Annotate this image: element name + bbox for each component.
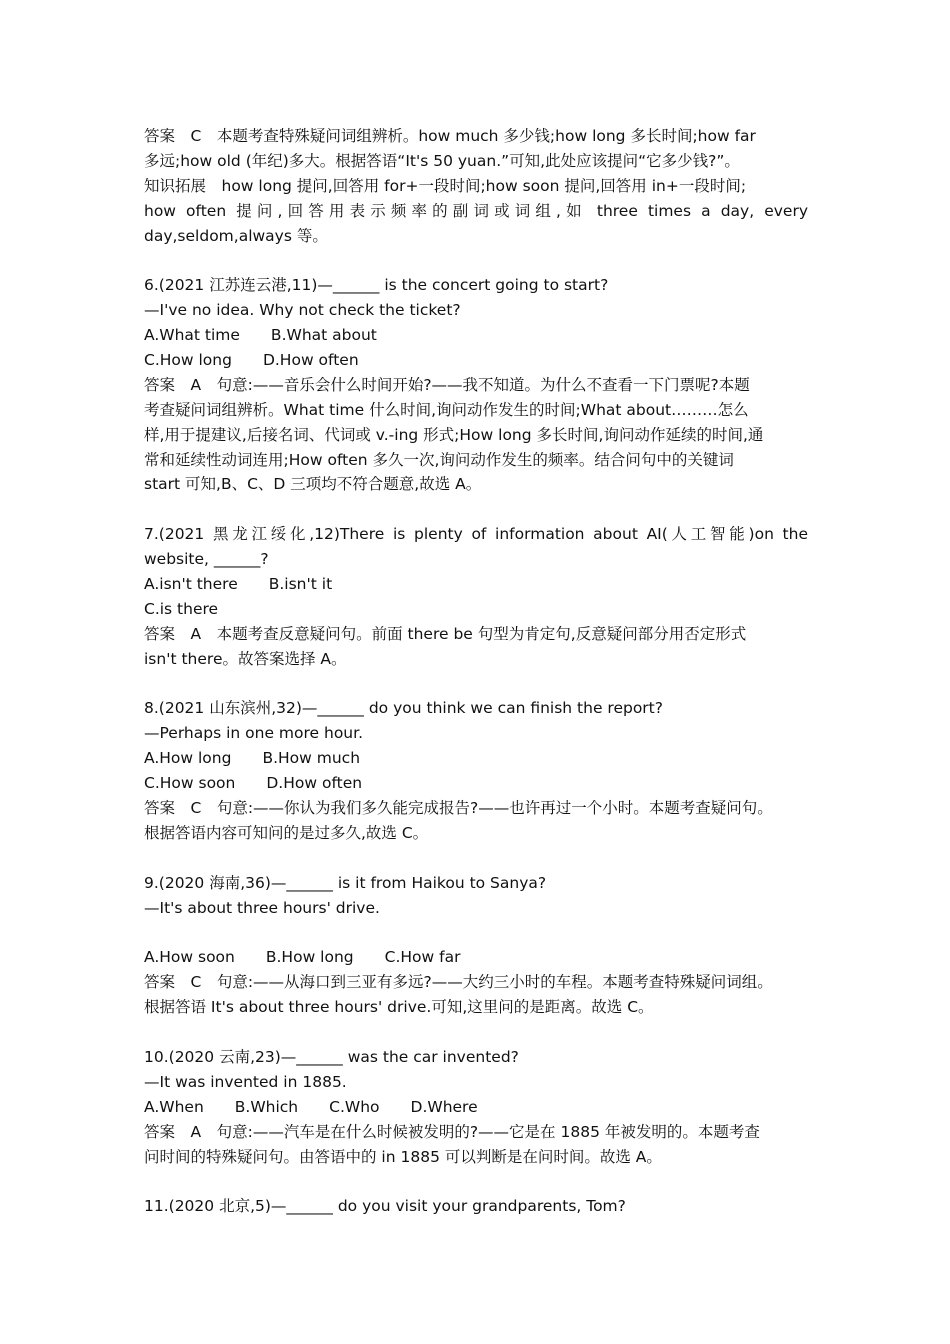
question-text: 9.(2020 海南,36)—______ is it from Haikou to Sanya? [144,873,547,892]
question-text: website, ______? [144,550,269,569]
dialogue-line: —It was invented in 1885. [144,1072,347,1091]
answer-line: start 可知,B、C、D 三项均不符合题意,故选 A。 [144,475,482,494]
answer-line: 常和延续性动词连用;How often 多久一次,询问动作发生的频率。结合问句中的关键词 [144,450,734,469]
dialogue-line: —I've no idea. Why not check the ticket? [144,301,461,320]
answer-line: 答案 C 句意:——从海口到三亚有多远?——大约三小时的车程。本题考查特殊疑问词组。 [144,973,773,992]
question-9 [144,871,808,1020]
text-line: 答案 C 本题考查特殊疑问词组辨析。how much 多少钱;how long 多长时间;how far [144,127,756,145]
question-text: 8.(2021 山东滨州,32)—______ do you think we can finish the report? [144,699,663,718]
question-text: 11.(2020 北京,5)—______ do you visit your grandparents, Tom? [144,1197,626,1216]
question-text: 10.(2020 云南,23)—______ was the car invented? [144,1047,519,1066]
option-line: C.How long D.How often [144,351,359,370]
dialogue-line: —Perhaps in one more hour. [144,724,364,743]
answer-line: 考查疑问词组辨析。What time 什么时间,询问动作发生的时间;What about………怎么 [144,400,749,419]
question-8 [144,696,808,845]
answer-line: 问时间的特殊疑问句。由答语中的 in 1885 可以判断是在问时间。故选 A。 [144,1147,662,1166]
question-text: 7.(2021 黑龙江绥化,12)There is plenty of information about AI(人工智能)on the [144,525,808,544]
option-line: A.How long B.How much [144,749,361,768]
text-line: day,seldom,always 等。 [144,226,328,245]
option-line: C.is there [144,599,219,618]
option-line: A.How soon B.How long C.How far [144,948,461,967]
text-line: 多远;how old (年纪)多大。根据答语“It's 50 yuan.”可知,此处应该提问“它多少钱?”。 [144,151,740,170]
answer-line: 根据答语内容可知问的是过多久,故选 C。 [144,823,429,842]
option-line: A.When B.Which C.Who D.Where [144,1097,478,1116]
blank-line [144,921,808,946]
answer-line: 答案 A 句意:——汽车是在什么时候被发明的?——它是在 1885 年被发明的。本题考查 [144,1122,760,1141]
answer-line: isn't there。故答案选择 A。 [144,649,347,668]
option-line: C.How soon D.How often [144,774,363,793]
document-page [144,124,808,1219]
text-line: how often 提问,回答用表示频率的副词或词组,如 three times a day, every [144,201,808,220]
question-6 [144,273,808,497]
question-text: 6.(2021 江苏连云港,11)—______ is the concert going to start? [144,276,609,295]
text-line: 知识拓展 how long 提问,回答用 for+一段时间;how soon 提问,回答用 in+一段时间; [144,176,747,195]
answer-line: 答案 A 句意:——音乐会什么时间开始?——我不知道。为什么不查看一下门票呢?本题 [144,375,750,394]
dialogue-line: —It's about three hours' drive. [144,898,380,917]
option-line: A.What time B.What about [144,326,377,345]
answer-line: 答案 C 句意:——你认为我们多久能完成报告?——也许再过一个小时。本题考查疑问句。 [144,799,773,818]
answer-line: 答案 A 本题考查反意疑问句。前面 there be 句型为肯定句,反意疑问部分用否定形式 [144,624,747,643]
answer-line: 根据答语 It's about three hours' drive.可知,这里问的是距离。故选 C。 [144,998,654,1017]
question-7 [144,522,808,671]
question-11 [144,1194,808,1219]
option-line: A.isn't there B.isn't it [144,575,333,594]
answer-block-5 [144,124,808,248]
question-10 [144,1045,808,1169]
answer-line: 样,用于提建议,后接名词、代词或 v.-ing 形式;How long 多长时间,询问动作延续的时间,通 [144,425,764,444]
